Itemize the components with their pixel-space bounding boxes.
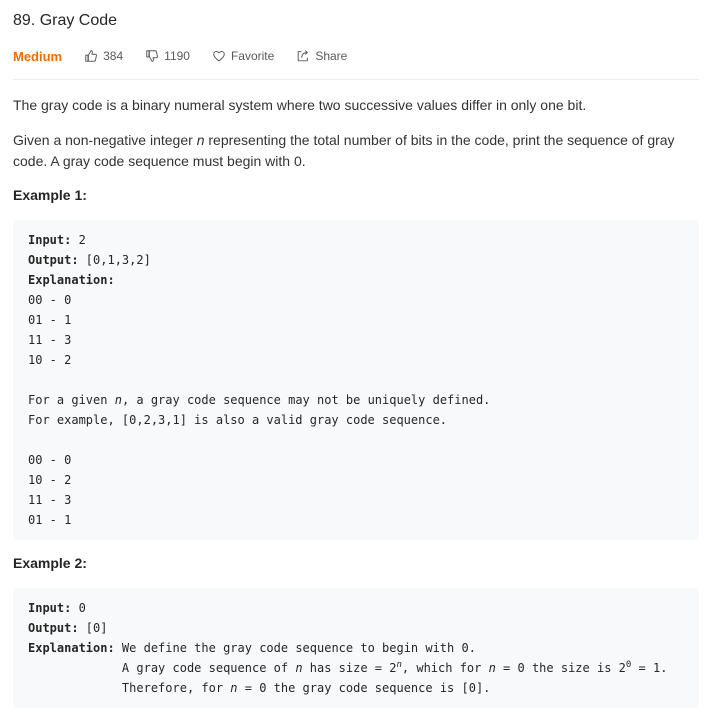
description-text: representing the total number of bits in the code, print the sequence of gray code. A gray code sequence must begin with 0.: [13, 132, 675, 169]
share-button[interactable]: [296, 49, 347, 63]
heart-icon: [212, 49, 226, 63]
explanation-label: Explanation:: [28, 641, 115, 655]
share-icon: [296, 49, 310, 63]
explanation-text: We define the gray code sequence to begin with 0.: [114, 641, 476, 655]
example-1-note-2: For example, [0,2,3,1] is also a valid gray code sequence.: [28, 413, 448, 427]
blank-line: [28, 370, 684, 390]
description-paragraph-2: [13, 130, 703, 172]
note-text: , a gray code sequence may not be uniquely defined.: [121, 393, 491, 407]
share-label: Share: [315, 49, 348, 63]
variable-n: n: [488, 661, 496, 675]
blank-line: [28, 430, 684, 450]
input-value: 0: [71, 601, 86, 615]
description-paragraph-1: The gray code is a binary numeral system where two successive values differ in only one bit.: [13, 97, 587, 113]
input-value: 2: [71, 233, 86, 247]
example-2-heading: Example 2:: [13, 555, 87, 571]
variable-n: n: [295, 661, 303, 675]
favorite-button[interactable]: [212, 49, 274, 63]
code-line: 11 - 3: [28, 493, 72, 507]
code-line: 10 - 2: [28, 353, 72, 367]
code-line: 01 - 1: [28, 513, 72, 527]
explanation-text: = 1.: [631, 661, 668, 675]
variable-n: n: [230, 681, 238, 695]
problem-title: 89. Gray Code: [13, 12, 118, 29]
thumbs-up-icon: [84, 49, 98, 63]
example-1-note-1: [28, 390, 684, 410]
example-1-heading: Example 1:: [13, 187, 87, 203]
problem-meta-bar: [13, 47, 369, 65]
example-1-input-line: [28, 230, 684, 250]
output-value: [0]: [78, 621, 108, 635]
explanation-text: has size = 2: [302, 661, 397, 675]
example-1-output-line: [28, 250, 684, 270]
example-1-code-block: [13, 220, 699, 540]
example-2-explanation-line-1: [28, 638, 684, 658]
output-label: Output:: [28, 621, 79, 635]
like-button[interactable]: [84, 49, 123, 63]
input-label: Input:: [28, 601, 72, 615]
explanation-text: = 0 the gray code sequence is [0].: [237, 681, 491, 695]
example-2-output-line: [28, 618, 684, 638]
explanation-text: = 0 the size is 2: [495, 661, 626, 675]
code-line: 00 - 0: [28, 453, 72, 467]
output-value: [0,1,3,2]: [78, 253, 151, 267]
variable-n: n: [114, 393, 122, 407]
favorite-label: Favorite: [230, 49, 275, 63]
explanation-text: A gray code sequence of: [28, 661, 296, 675]
example-2-input-line: [28, 598, 684, 618]
code-line: 11 - 3: [28, 333, 72, 347]
explanation-text: , which for: [401, 661, 489, 675]
input-label: Input:: [28, 233, 72, 247]
thumbs-down-icon: [145, 49, 159, 63]
description-text: Given a non-negative integer: [13, 132, 197, 148]
example-2-explanation-line-2: [28, 658, 684, 678]
like-count: 384: [103, 49, 124, 63]
note-text: For a given: [28, 393, 115, 407]
difficulty-label: Medium: [13, 48, 63, 64]
exponent-n: n: [396, 660, 402, 670]
header-divider: [13, 79, 699, 80]
output-label: Output:: [28, 253, 79, 267]
exponent-zero: 0: [625, 660, 632, 670]
example-1-explanation-label: Explanation:: [28, 273, 115, 287]
code-line: 00 - 0: [28, 293, 72, 307]
dislike-button[interactable]: [145, 49, 190, 63]
example-2-explanation-line-3: [28, 678, 684, 698]
dislike-count: 1190: [164, 49, 190, 63]
code-line: 10 - 2: [28, 473, 72, 487]
variable-n: n: [196, 132, 205, 148]
example-2-code-block: [13, 588, 699, 708]
explanation-text: Therefore, for: [28, 681, 231, 695]
code-line: 01 - 1: [28, 313, 72, 327]
